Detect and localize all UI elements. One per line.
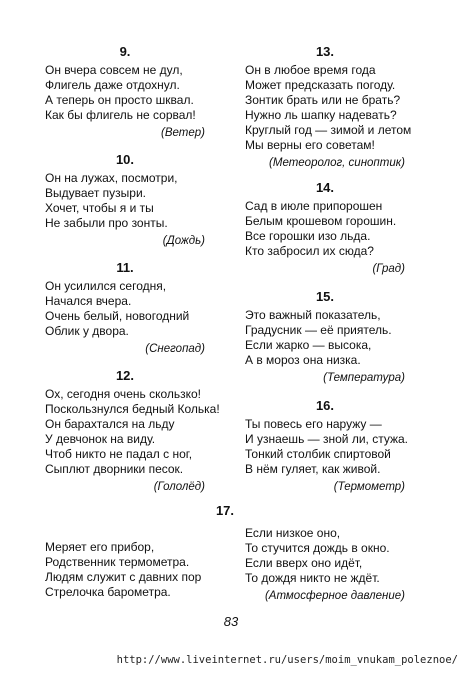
verse-line: Это важный показатель, bbox=[245, 308, 381, 322]
verse-line: То стучится дождь в окно. bbox=[245, 541, 390, 555]
verse-line: У девчонок на виду. bbox=[45, 432, 156, 446]
riddle-answer: (Ветер) bbox=[161, 127, 205, 139]
verse-line: А теперь он просто шквал. bbox=[45, 93, 194, 107]
verse-line: Кто забросил их сюда? bbox=[245, 244, 374, 258]
riddle-answer: (Снегопад) bbox=[145, 343, 205, 355]
verse-line: Зонтик брать или не брать? bbox=[245, 93, 401, 107]
verse-line: Не забыли про зонты. bbox=[45, 216, 168, 230]
riddle-answer: (Термометр) bbox=[333, 481, 405, 493]
riddle-answer: (Град) bbox=[372, 263, 405, 275]
verse-line: Мы верны его советам! bbox=[245, 138, 375, 152]
riddle-number: 9. bbox=[119, 44, 131, 59]
riddle-verse bbox=[245, 199, 405, 259]
riddle-verse bbox=[245, 308, 405, 368]
riddle-answer: (Атмосферное давление) bbox=[264, 590, 405, 602]
verse-line: Меряет его прибор, bbox=[45, 540, 155, 554]
riddle-13 bbox=[245, 44, 412, 171]
verse-line: А в мороз она низка. bbox=[245, 353, 361, 367]
riddle-17 bbox=[45, 503, 405, 602]
riddle-number: 12. bbox=[115, 368, 135, 383]
verse-line: Круглый год — зимой и летом bbox=[245, 123, 412, 137]
riddle-11 bbox=[45, 260, 205, 357]
verse-line: Нужно ль шапку надевать? bbox=[245, 108, 397, 122]
verse-line: Может предсказать погоду. bbox=[245, 78, 396, 92]
verse-line: Он вчера совсем не дул, bbox=[45, 63, 183, 77]
verse-line: И узнаешь — зной ли, стужа. bbox=[245, 432, 408, 446]
verse-line: То дождя никто не ждёт. bbox=[245, 571, 380, 585]
riddle-verse bbox=[45, 279, 205, 339]
riddle-answer: (Гололёд) bbox=[153, 481, 205, 493]
verse-left-part bbox=[45, 540, 201, 600]
verse-line: Если низкое оно, bbox=[245, 526, 341, 540]
riddle-verse bbox=[45, 522, 405, 602]
verse-line: Он на лужах, посмотри, bbox=[45, 171, 178, 185]
verse-line: Белым крошевом горошин. bbox=[245, 214, 397, 228]
riddle-15 bbox=[245, 289, 405, 386]
riddle-number: 17. bbox=[215, 503, 235, 518]
verse-line: Хочет, чтобы я и ты bbox=[45, 201, 154, 215]
verse-line: Градусник — её приятель. bbox=[245, 323, 392, 337]
verse-line: Тонкий столбик спиртовой bbox=[245, 447, 391, 461]
verse-line: Начался вчера. bbox=[45, 294, 132, 308]
verse-line: Ох, сегодня очень скользко! bbox=[45, 387, 202, 401]
riddle-number: 11. bbox=[116, 260, 134, 275]
riddle-answer: (Дождь) bbox=[162, 235, 205, 247]
riddle-verse bbox=[245, 417, 408, 477]
source-url: http://www.liveinternet.ru/users/moim_vnukam_poleznoe/ bbox=[116, 654, 458, 666]
riddle-14 bbox=[245, 180, 405, 277]
verse-line: В нём гуляет, как живой. bbox=[245, 462, 381, 476]
verse-line: Поскользнулся бедный Колька! bbox=[45, 402, 220, 416]
verse-line: Если вверх оно идёт, bbox=[245, 556, 363, 570]
riddle-verse bbox=[245, 63, 412, 153]
riddle-number: 13. bbox=[315, 44, 335, 59]
verse-line: Все горошки изо льда. bbox=[245, 229, 371, 243]
riddle-verse bbox=[45, 387, 220, 477]
riddle-verse bbox=[45, 63, 205, 123]
riddle-number: 14. bbox=[315, 180, 335, 195]
verse-line: Он барахтался на льду bbox=[45, 417, 175, 431]
riddle-number: 16. bbox=[315, 398, 335, 413]
verse-line: Он в любое время года bbox=[245, 63, 376, 77]
verse-line: Флигель даже отдохнул. bbox=[45, 78, 180, 92]
verse-line: Выдувает пузыри. bbox=[45, 186, 146, 200]
verse-line: Людям служит с давних пор bbox=[45, 570, 202, 584]
verse-line: Если жарко — высока, bbox=[245, 338, 372, 352]
page-number: 83 bbox=[223, 614, 239, 629]
verse-line: Чтоб никто не падал с ног, bbox=[45, 447, 193, 461]
riddle-verse bbox=[45, 171, 205, 231]
verse-line: Сыплют дворники песок. bbox=[45, 462, 184, 476]
riddle-answer: (Температура) bbox=[323, 372, 405, 384]
verse-line: Стрелочка барометра. bbox=[45, 585, 171, 599]
verse-line: Как бы флигель не сорвал! bbox=[45, 108, 196, 122]
riddle-10 bbox=[45, 152, 205, 249]
verse-right-part bbox=[245, 526, 405, 604]
riddle-12 bbox=[45, 368, 220, 495]
verse-line: Облик у двора. bbox=[45, 324, 129, 338]
riddle-number: 15. bbox=[315, 289, 335, 304]
verse-line: Сад в июле припорошен bbox=[245, 199, 383, 213]
verse-line: Он усилился сегодня, bbox=[45, 279, 167, 293]
verse-line: Ты повесь его наружу — bbox=[245, 417, 382, 431]
riddle-9 bbox=[45, 44, 205, 141]
riddle-number: 10. bbox=[115, 152, 135, 167]
verse-line: Родственник термометра. bbox=[45, 555, 190, 569]
verse-line: Очень белый, новогодний bbox=[45, 309, 190, 323]
riddle-16 bbox=[245, 398, 408, 495]
riddle-answer: (Метеоролог, синоптик) bbox=[269, 157, 405, 169]
